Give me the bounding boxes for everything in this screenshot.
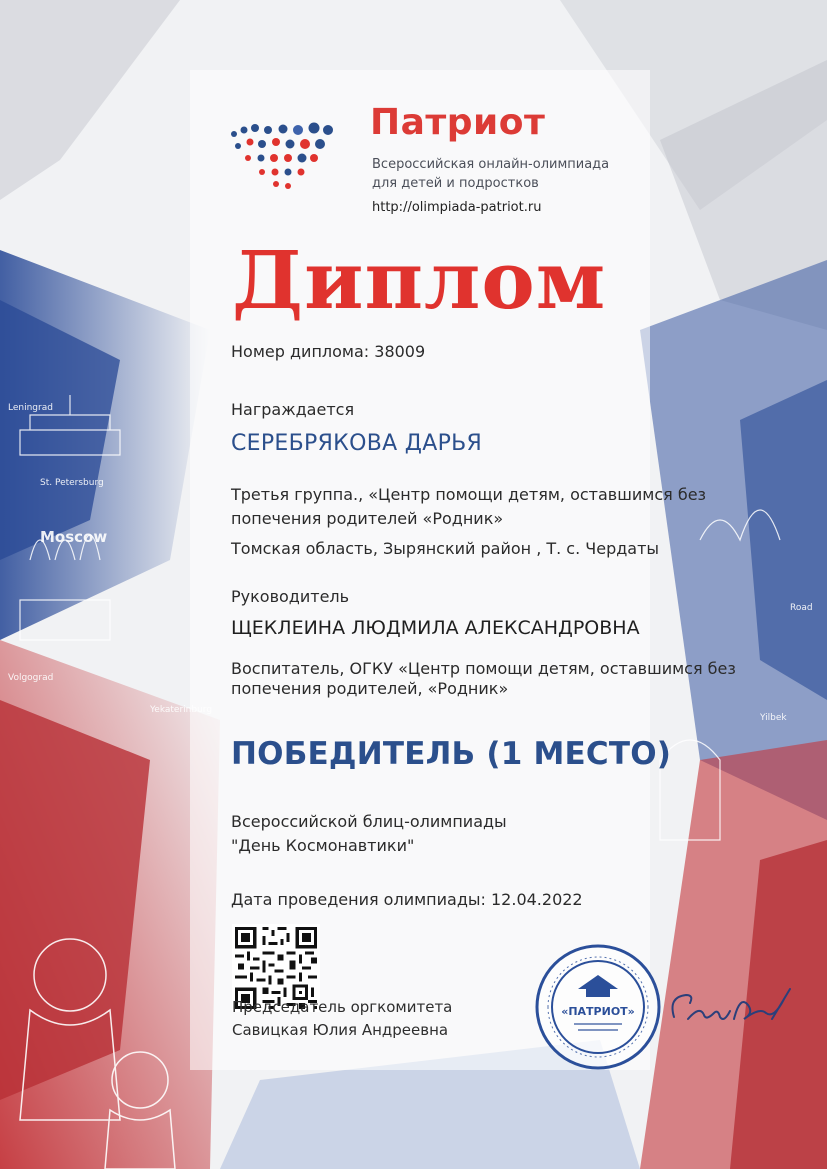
- patriot-logo-icon: [228, 120, 340, 195]
- brand-tagline: [372, 155, 609, 193]
- recipient-group: Третья группа., «Центр помощи детям, оставшимся без попечения родителей «Родник»: [231, 485, 707, 528]
- chair-label: Председатель оргкомитета: [232, 998, 453, 1016]
- leader-label: Руководитель: [231, 587, 350, 606]
- svg-text:Volgograd: Volgograd: [8, 673, 54, 683]
- svg-text:Yekaterinburg: Yekaterinburg: [150, 705, 213, 715]
- leader-name: ЩЕКЛЕИНА ЛЮДМИЛА АЛЕКСАНДРОВНА: [231, 617, 640, 639]
- stamp-seal-icon: [534, 943, 662, 1071]
- recipient-region: Томская область, Зырянский район , Т. с. Чердаты: [231, 539, 660, 558]
- svg-text:Leningrad: Leningrad: [8, 403, 53, 413]
- diploma-number: Номер диплома: 38009: [231, 342, 426, 361]
- svg-text:St. Petersburg: St. Petersburg: [40, 478, 104, 488]
- site-link[interactable]: http://olimpiada-patriot.ru: [372, 200, 542, 215]
- leader-position: Воспитатель, ОГКУ «Центр помощи детям, оставшимся без попечения родителей, «Родник»: [231, 659, 736, 698]
- tagline-line-2: для детей и подростков: [372, 176, 539, 191]
- stamp-name: «ПАТРИОТ»: [561, 1005, 635, 1018]
- recipient-name: СЕРЕБРЯКОВА ДАРЬЯ: [231, 431, 483, 456]
- svg-text:Yilbek: Yilbek: [760, 713, 787, 723]
- olympiad-type: Всероссийской блиц-олимпиады: [231, 812, 507, 831]
- diploma-title: Диплом: [232, 233, 607, 327]
- award-place: ПОБЕДИТЕЛЬ (1 МЕСТО): [231, 736, 672, 772]
- signature-icon: [664, 975, 804, 1045]
- tagline-line-1: Всероссийская онлайн-олимпиада: [372, 157, 610, 172]
- awarded-label: Награждается: [231, 400, 355, 419]
- svg-text:Moscow: Moscow: [40, 528, 108, 546]
- svg-text:Road: Road: [790, 603, 813, 613]
- olympiad-date: Дата проведения олимпиады: 12.04.2022: [231, 890, 583, 909]
- brand-name: Патриот: [370, 102, 546, 143]
- olympiad-name: "День Космонавтики": [231, 836, 415, 855]
- chair-name: Савицкая Юлия Андреевна: [232, 1021, 449, 1039]
